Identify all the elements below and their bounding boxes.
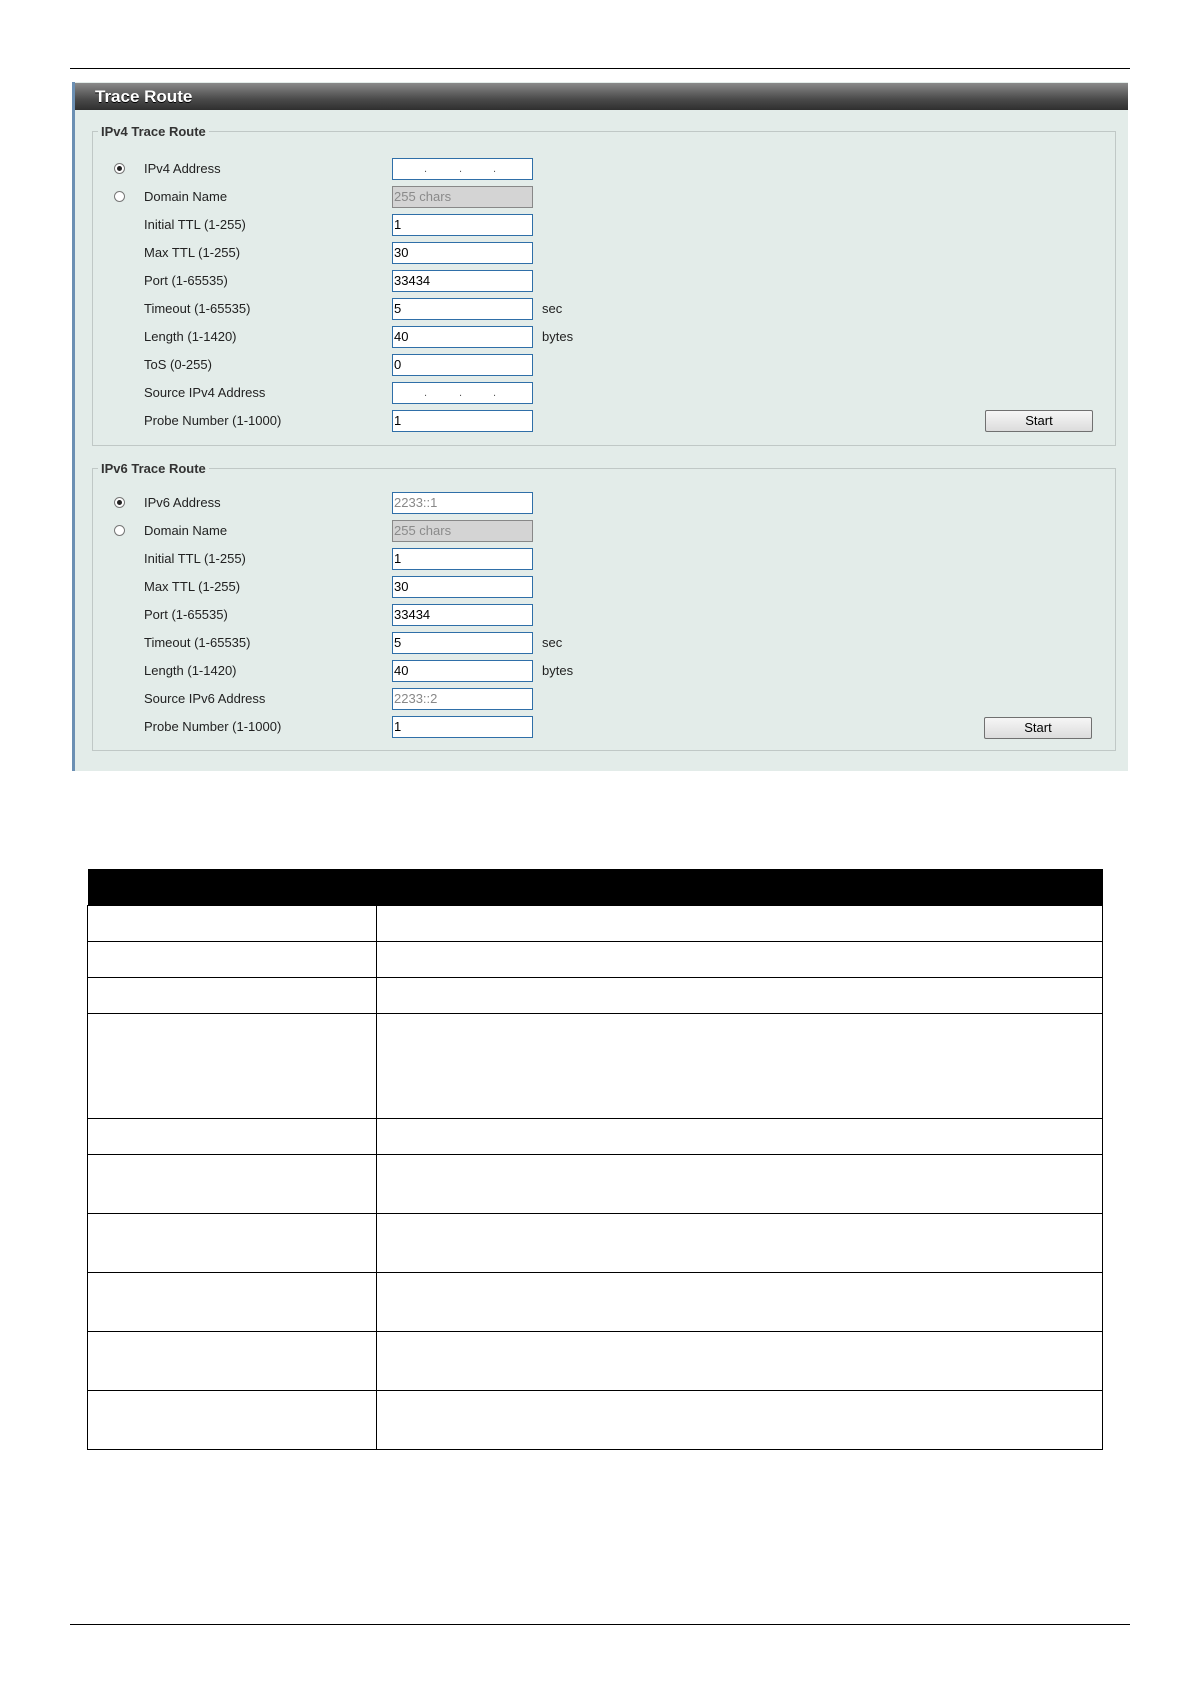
ipv4-row	[96, 186, 1096, 210]
ip-octet-separator: .	[459, 387, 463, 399]
table-cell	[377, 942, 1103, 978]
ipv6-field-input[interactable]: 5	[392, 632, 533, 654]
ipv6-row	[96, 548, 1096, 572]
ipv6-field-input[interactable]: 40	[392, 660, 533, 682]
ipv6-row	[96, 520, 1096, 544]
ipv6-field-label: Source IPv6 Address	[144, 691, 266, 706]
table-cell	[88, 1119, 377, 1155]
ipv6-field-input[interactable]: 1	[392, 716, 533, 738]
ipv4-field-input[interactable]: 0	[392, 354, 533, 376]
ipv6-field-label: Timeout (1-65535)	[144, 635, 251, 650]
ipv4-row	[96, 410, 1096, 434]
ipv6-start-button[interactable]: Start	[984, 717, 1092, 739]
ipv4-field-input[interactable]	[392, 158, 533, 180]
table-cell	[88, 1332, 377, 1391]
ipv4-field-input[interactable]: 33434	[392, 270, 533, 292]
table-cell	[88, 906, 377, 942]
ipv4-radio[interactable]	[114, 163, 125, 174]
table-cell	[88, 1014, 377, 1119]
ipv4-row	[96, 270, 1096, 294]
ipv4-field-input[interactable]: 30	[392, 242, 533, 264]
ipv6-field-input[interactable]: 2233::2	[392, 688, 533, 710]
ipv4-field-label: IPv4 Address	[144, 161, 221, 176]
ipv6-field-input[interactable]: 33434	[392, 604, 533, 626]
table-header-cell	[88, 869, 377, 906]
ipv4-row	[96, 298, 1096, 322]
table-row	[88, 1391, 1103, 1450]
ipv4-field-label: ToS (0-255)	[144, 357, 212, 372]
page-bottom-rule	[70, 1624, 1130, 1625]
description-table	[87, 869, 1103, 1450]
table-cell	[88, 942, 377, 978]
ipv6-field-label: Max TTL (1-255)	[144, 579, 241, 594]
table-cell	[377, 906, 1103, 942]
ipv4-field-label: Port (1-65535)	[144, 273, 228, 288]
table-row	[88, 978, 1103, 1014]
ipv6-row	[96, 492, 1096, 516]
table-row	[88, 1119, 1103, 1155]
ipv4-field-input[interactable]: 5	[392, 298, 533, 320]
table-cell	[377, 1155, 1103, 1214]
table-cell	[377, 1273, 1103, 1332]
table-row	[88, 906, 1103, 942]
table-row	[88, 1332, 1103, 1391]
ipv6-unit-label: sec	[542, 635, 563, 650]
ipv6-field-input[interactable]: 2233::1	[392, 492, 533, 514]
table-row	[88, 1155, 1103, 1214]
table-cell	[377, 1014, 1103, 1119]
ipv6-row	[96, 660, 1096, 684]
table-cell	[88, 978, 377, 1014]
table-cell	[377, 1214, 1103, 1273]
ipv6-field-input[interactable]: 30	[392, 576, 533, 598]
page-top-rule	[70, 68, 1130, 69]
ipv6-field-label: Length (1-1420)	[144, 663, 237, 678]
ipv4-field-label: Initial TTL (1-255)	[144, 217, 246, 232]
table-cell	[377, 1119, 1103, 1155]
ipv4-field-input[interactable]: 40	[392, 326, 533, 348]
ipv6-radio[interactable]	[114, 525, 125, 536]
ipv6-radio[interactable]	[114, 497, 125, 508]
ipv4-field-label: Timeout (1-65535)	[144, 301, 251, 316]
ipv6-unit-label: bytes	[542, 663, 574, 678]
table-header-cell	[377, 869, 1103, 906]
ipv6-field-input[interactable]: 1	[392, 548, 533, 570]
ipv6-row	[96, 716, 1096, 740]
ipv6-field-label: Probe Number (1-1000)	[144, 719, 282, 734]
ipv4-field-input[interactable]: 1	[392, 410, 533, 432]
ipv4-unit-label: sec	[542, 301, 563, 316]
ipv4-row	[96, 158, 1096, 182]
ipv4-start-button[interactable]: Start	[985, 410, 1093, 432]
table-cell	[377, 1391, 1103, 1450]
table-header-row	[88, 869, 1103, 906]
ip-octet-separator: .	[493, 387, 497, 399]
ip-octet-separator: .	[424, 387, 428, 399]
table-row	[88, 942, 1103, 978]
ipv4-field-input[interactable]: 1	[392, 214, 533, 236]
ipv4-rows	[96, 158, 1096, 438]
ipv6-field-input: 255 chars	[392, 520, 533, 542]
table-cell	[88, 1214, 377, 1273]
ip-octet-separator: .	[459, 163, 463, 175]
ipv4-field-input[interactable]	[392, 382, 533, 404]
ipv4-row	[96, 242, 1096, 266]
ipv4-row	[96, 354, 1096, 378]
ipv6-rows	[96, 492, 1096, 742]
ipv6-row	[96, 576, 1096, 600]
table-row	[88, 1014, 1103, 1119]
ipv6-group-legend: IPv6 Trace Route	[101, 461, 206, 476]
ipv4-row	[96, 326, 1096, 350]
ipv4-group-legend: IPv4 Trace Route	[101, 124, 206, 139]
ipv4-field-input: 255 chars	[392, 186, 533, 208]
table-row	[88, 1273, 1103, 1332]
ipv4-radio[interactable]	[114, 191, 125, 202]
table-row	[88, 1214, 1103, 1273]
table-cell	[88, 1273, 377, 1332]
table-cell	[88, 1155, 377, 1214]
ipv4-unit-label: bytes	[542, 329, 574, 344]
ipv6-row	[96, 632, 1096, 656]
ipv4-field-label: Max TTL (1-255)	[144, 245, 241, 260]
ipv4-field-label: Source IPv4 Address	[144, 385, 266, 400]
ipv6-field-label: Domain Name	[144, 523, 228, 538]
ipv4-field-label: Probe Number (1-1000)	[144, 413, 282, 428]
ip-octet-separator: .	[493, 163, 497, 175]
ipv4-row	[96, 382, 1096, 406]
ipv6-field-label: Port (1-65535)	[144, 607, 228, 622]
ipv4-field-label: Length (1-1420)	[144, 329, 237, 344]
table-cell	[377, 1332, 1103, 1391]
ipv6-field-label: Initial TTL (1-255)	[144, 551, 246, 566]
panel-title: Trace Route	[75, 83, 1128, 110]
ipv4-field-label: Domain Name	[144, 189, 228, 204]
ipv6-field-label: IPv6 Address	[144, 495, 221, 510]
ip-octet-separator: .	[424, 163, 428, 175]
ipv4-row	[96, 214, 1096, 238]
ipv6-row	[96, 604, 1096, 628]
table-cell	[377, 978, 1103, 1014]
table-cell	[88, 1391, 377, 1450]
ipv6-row	[96, 688, 1096, 712]
